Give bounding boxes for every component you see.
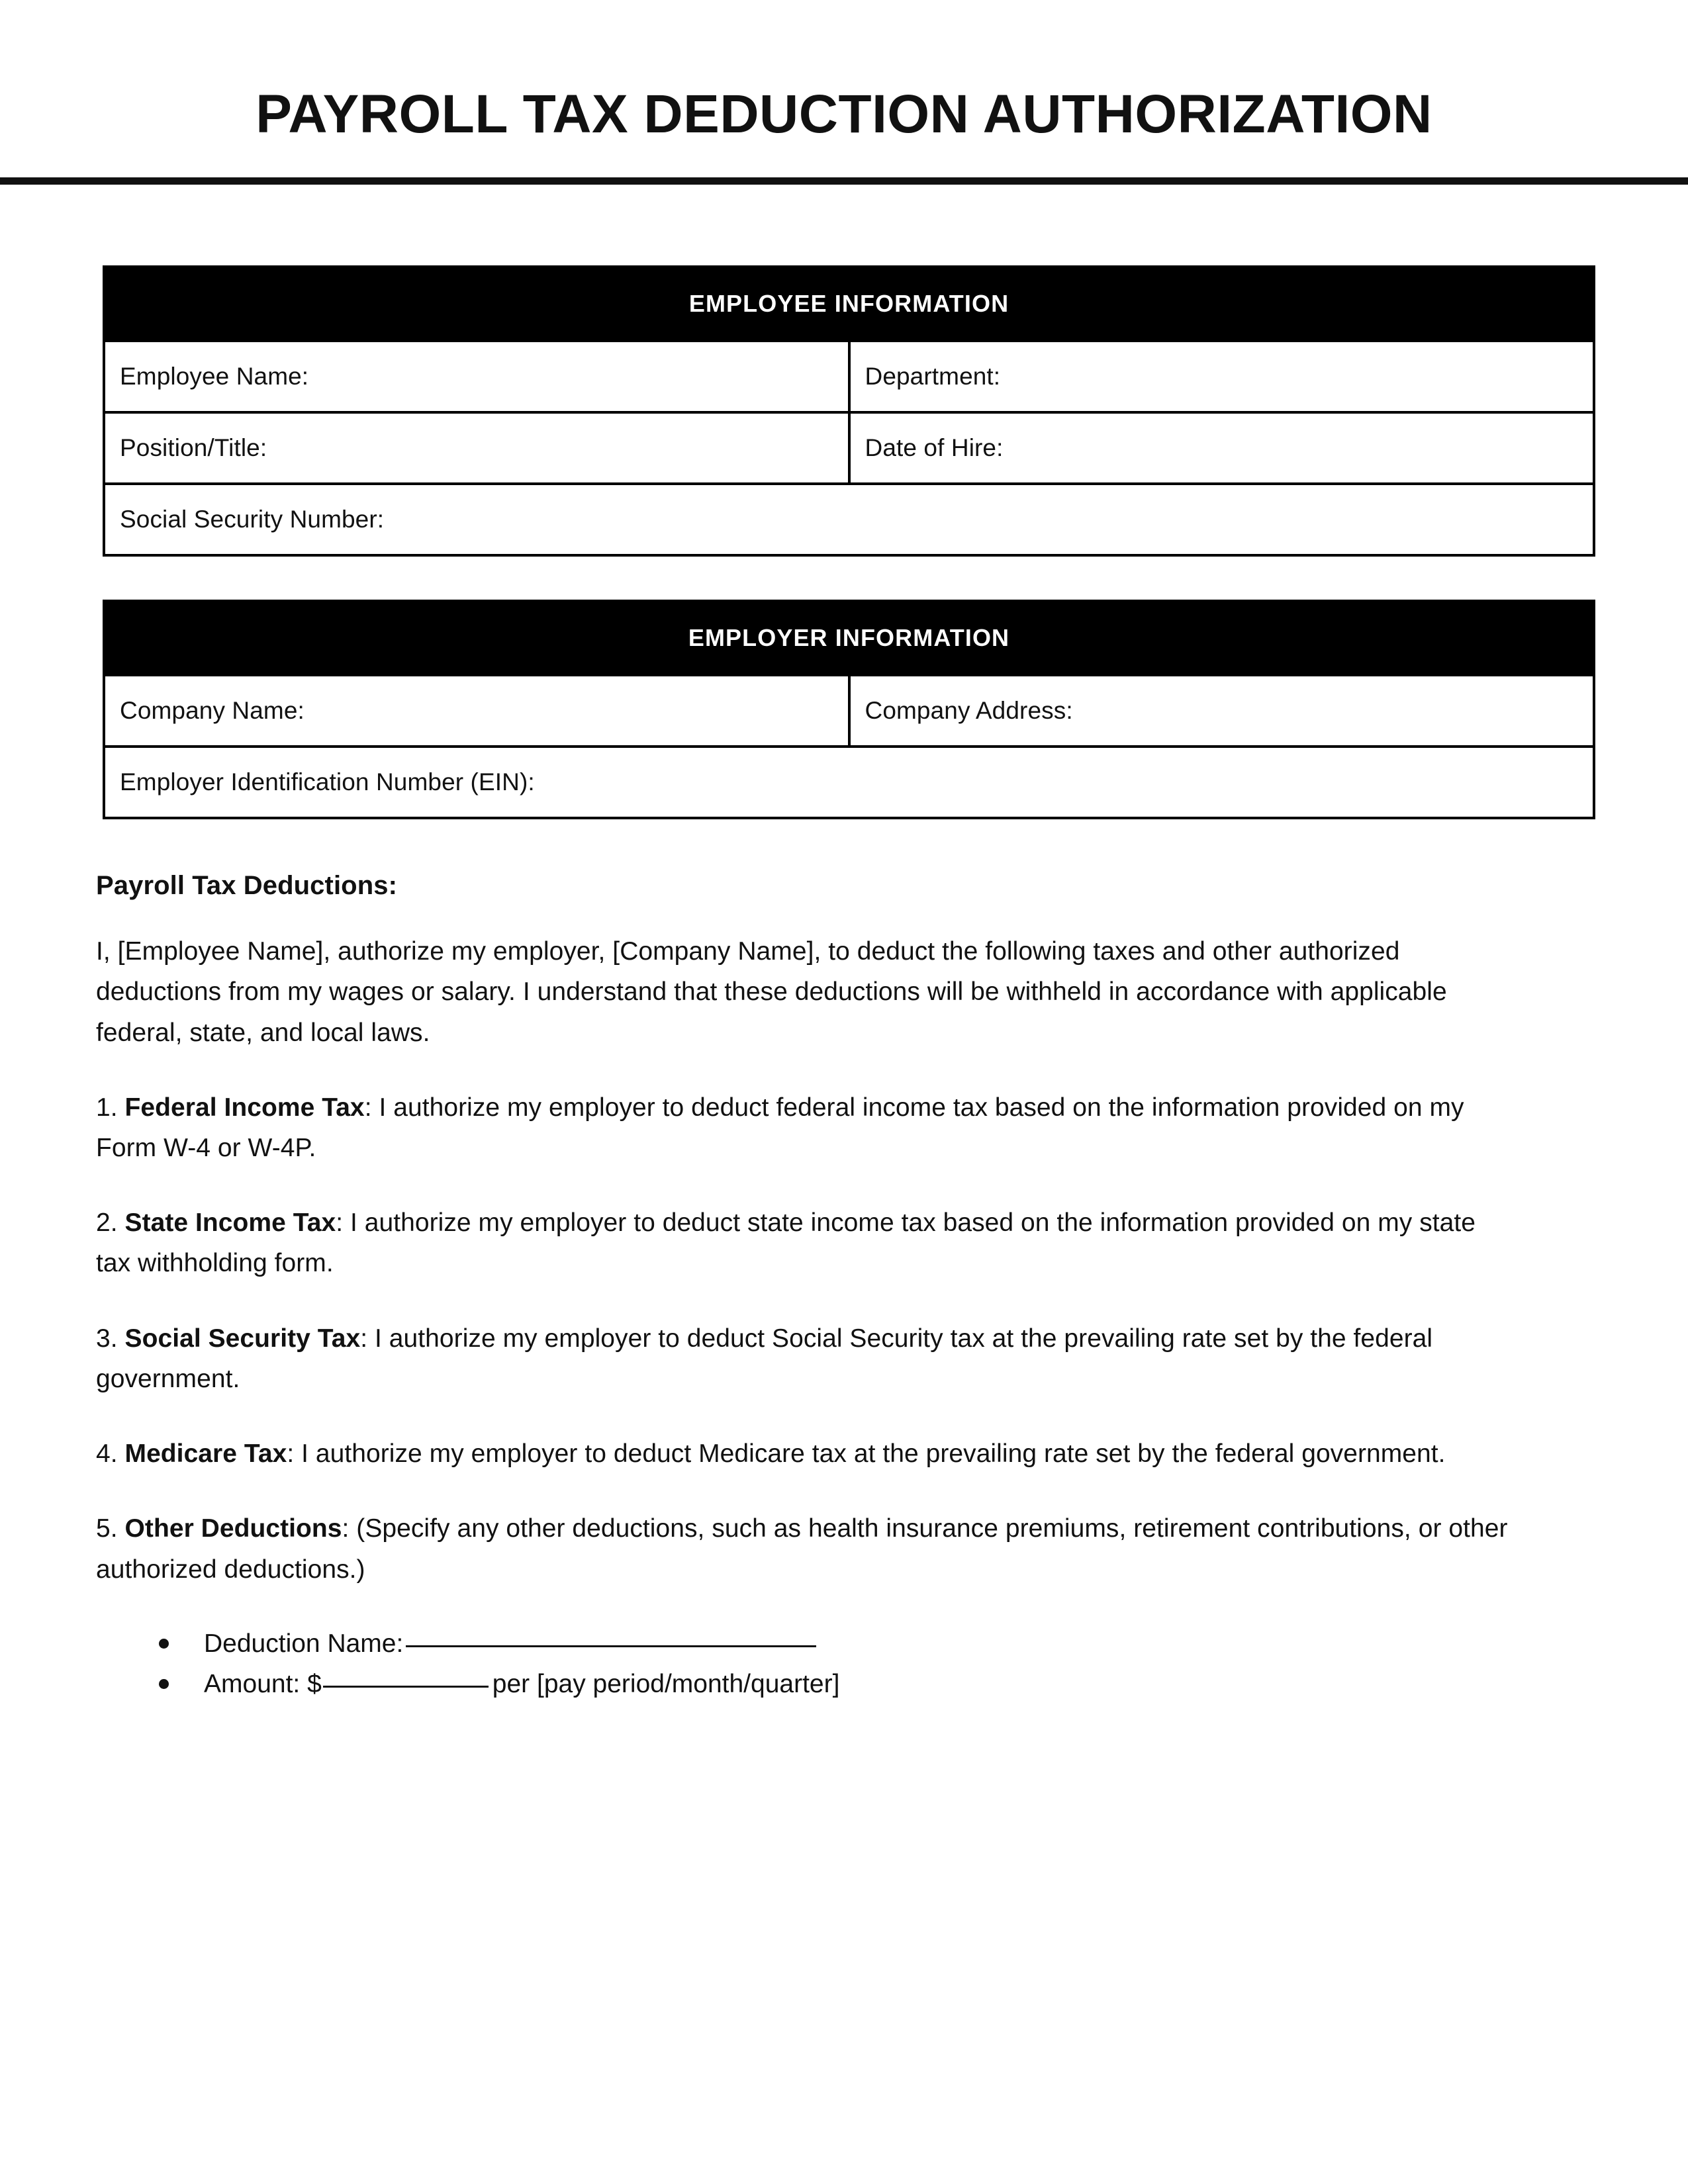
department-label[interactable]: Department: xyxy=(849,341,1595,412)
employee-information-table xyxy=(103,265,1595,557)
employer-identification-number-label[interactable]: Employer Identification Number (EIN): xyxy=(104,747,1594,818)
position-title-label[interactable]: Position/Title: xyxy=(104,412,849,484)
employee-information-heading: EMPLOYEE INFORMATION xyxy=(104,267,1594,341)
deduction-item-state-income-tax xyxy=(96,1203,1516,1283)
item-text: : (Specify any other deductions, such as health insurance premiums, retirement contributions, or other authorized deductions.) xyxy=(96,1514,1508,1584)
list-item xyxy=(159,1625,1516,1662)
deduction-item-federal-income-tax xyxy=(96,1087,1516,1168)
authorization-intro-paragraph: I, [Employee Name], authorize my employer, [Company Name], to deduct the following taxes and other authorized deductions from my wages or salary. I understand that these deductions will be withheld in accordance with applicable federal, state, and local laws. xyxy=(96,937,1447,1047)
title-divider-rule xyxy=(0,177,1688,185)
employee-information-header-row xyxy=(104,267,1594,341)
page-title: PAYROLL TAX DEDUCTION AUTHORIZATION xyxy=(256,84,1432,144)
table-row xyxy=(104,675,1594,747)
company-name-label[interactable]: Company Name: xyxy=(104,675,849,747)
deduction-item-other-deductions xyxy=(96,1508,1516,1589)
item-number: 1. xyxy=(96,1093,118,1122)
employer-information-heading: EMPLOYER INFORMATION xyxy=(104,601,1594,675)
company-address-label[interactable]: Company Address: xyxy=(849,675,1595,747)
item-term: Social Security Tax xyxy=(124,1324,361,1353)
item-number: 5. xyxy=(96,1514,118,1543)
employer-information-header-row xyxy=(104,601,1594,675)
date-of-hire-label[interactable]: Date of Hire: xyxy=(849,412,1595,484)
payroll-tax-deductions-heading: Payroll Tax Deductions: xyxy=(96,871,397,901)
amount-label: Amount: $ xyxy=(204,1670,322,1699)
table-row xyxy=(104,484,1594,555)
deduction-name-input-line[interactable] xyxy=(406,1645,816,1647)
deduction-name-label: Deduction Name: xyxy=(204,1629,404,1658)
item-number: 4. xyxy=(96,1439,118,1469)
list-item xyxy=(159,1666,1516,1702)
item-text: : I authorize my employer to deduct Medicare tax at the prevailing rate set by the federal government. xyxy=(287,1439,1446,1469)
employee-name-label[interactable]: Employee Name: xyxy=(104,341,849,412)
page-content xyxy=(0,265,1688,1702)
table-row xyxy=(104,747,1594,818)
item-term: Other Deductions xyxy=(124,1514,342,1543)
amount-period-suffix: per [pay period/month/quarter] xyxy=(492,1670,840,1699)
item-number: 3. xyxy=(96,1324,118,1353)
item-term: Medicare Tax xyxy=(124,1439,287,1469)
amount-input-line[interactable] xyxy=(323,1685,489,1688)
document-header xyxy=(0,0,1688,185)
item-term: State Income Tax xyxy=(124,1208,336,1238)
employer-information-table xyxy=(103,600,1595,819)
deductions-section xyxy=(96,871,1595,1702)
item-text: : I authorize my employer to deduct federal income tax based on the information provided on my Form W-4 or W-4P. xyxy=(96,1093,1464,1162)
deduction-item-social-security-tax xyxy=(96,1318,1516,1399)
item-text: : I authorize my employer to deduct state income tax based on the information provided on my state tax withholding form. xyxy=(96,1208,1476,1278)
bullet-dot-icon xyxy=(159,1639,169,1649)
item-term: Federal Income Tax xyxy=(124,1093,365,1122)
table-row xyxy=(104,412,1594,484)
item-number: 2. xyxy=(96,1208,118,1238)
item-text: : I authorize my employer to deduct Social Security tax at the prevailing rate set by the federal government. xyxy=(96,1324,1433,1393)
other-deductions-fields-list xyxy=(96,1625,1516,1703)
bullet-dot-icon xyxy=(159,1679,169,1689)
deduction-item-medicare-tax xyxy=(96,1433,1516,1474)
social-security-number-label[interactable]: Social Security Number: xyxy=(104,484,1594,555)
table-row xyxy=(104,341,1594,412)
